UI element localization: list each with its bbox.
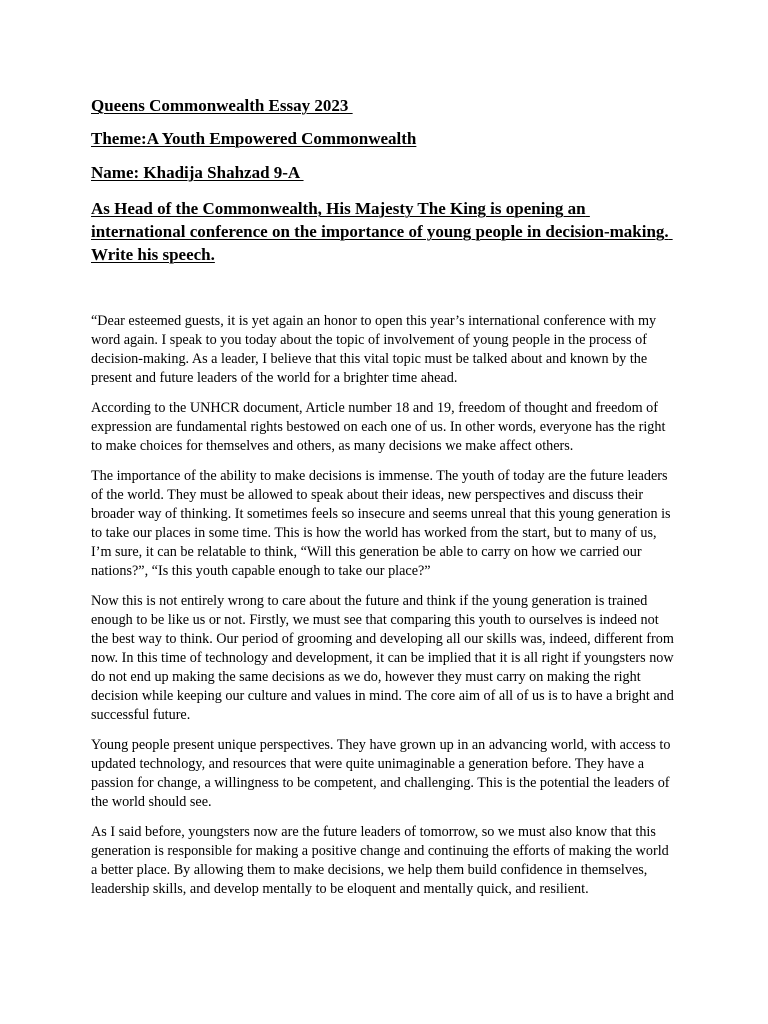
essay-prompt: As Head of the Commonwealth, His Majesty The King is opening an international conference on the importance of young people in decision-making. Write his speech. [91,199,673,264]
essay-paragraph-2: According to the UNHCR document, Article number 18 and 19, freedom of thought and freedom of expression are fundamental rights bestowed on each one of us. In other words, everyone has the right to make choices for themselves and others, as many decisions we make affect others. [91,400,666,454]
essay-paragraph-3: The importance of the ability to make decisions is immense. The youth of today are the future leaders of the world. They must be allowed to speak about their ideas, new perspectives and discuss their broader way of thinking. It sometimes feels so insecure and seems unreal that this young generation is to take our places in some time. This is how the world has worked from the start, but to many of us, I’m sure, it can be relatable to think, “Will this generation be able to carry on how we carried our nations?”, “Is this youth capable enough to take our place?” [91,468,671,579]
essay-paragraph-1: “Dear esteemed guests, it is yet again an honor to open this year’s international conference with my word again. I speak to you today about the topic of involvement of young people in the process of decision-making. As a leader, I believe that this vital topic must be talked about and known by the present and future leaders of the world for a brighter time ahead. [91,313,657,386]
author-name: Name: Khadija Shahzad 9-A [91,163,304,182]
essay-body [91,312,676,910]
document-title: Queens Commonwealth Essay 2023 [91,96,353,115]
essay-paragraph-6: As I said before, youngsters now are the future leaders of tomorrow, so we must also know that this generation is responsible for making a positive change and continuing the efforts of making the world a better place. By allowing them to make decisions, we help them build confidence in themselves, leadership skills, and develop mentally to be eloquent and mentally quick, and resilient. [91,824,669,897]
essay-paragraph-4: Now this is not entirely wrong to care about the future and think if the young generation is trained enough to be like us or not. Firstly, we must see that comparing this youth to ourselves is indeed not the best way to think. Our period of grooming and developing all our skills was, indeed, different from now. In this time of technology and development, it can be implied that it is all right if youngsters now do not end up making the same decisions as we do, however they must carry on making the right decision while keeping our culture and values in mind. The core aim of all of us is to have a bright and successful future. [91,593,674,723]
essay-paragraph-5: Young people present unique perspectives. They have grown up in an advancing world, with access to updated technology, and resources that were quite unimaginable a generation before. They have a passion for change, a willingness to be competent, and challenging. This is the potential the leaders of the world should see. [91,737,671,810]
essay-theme: Theme:A Youth Empowered Commonwealth [91,129,417,148]
